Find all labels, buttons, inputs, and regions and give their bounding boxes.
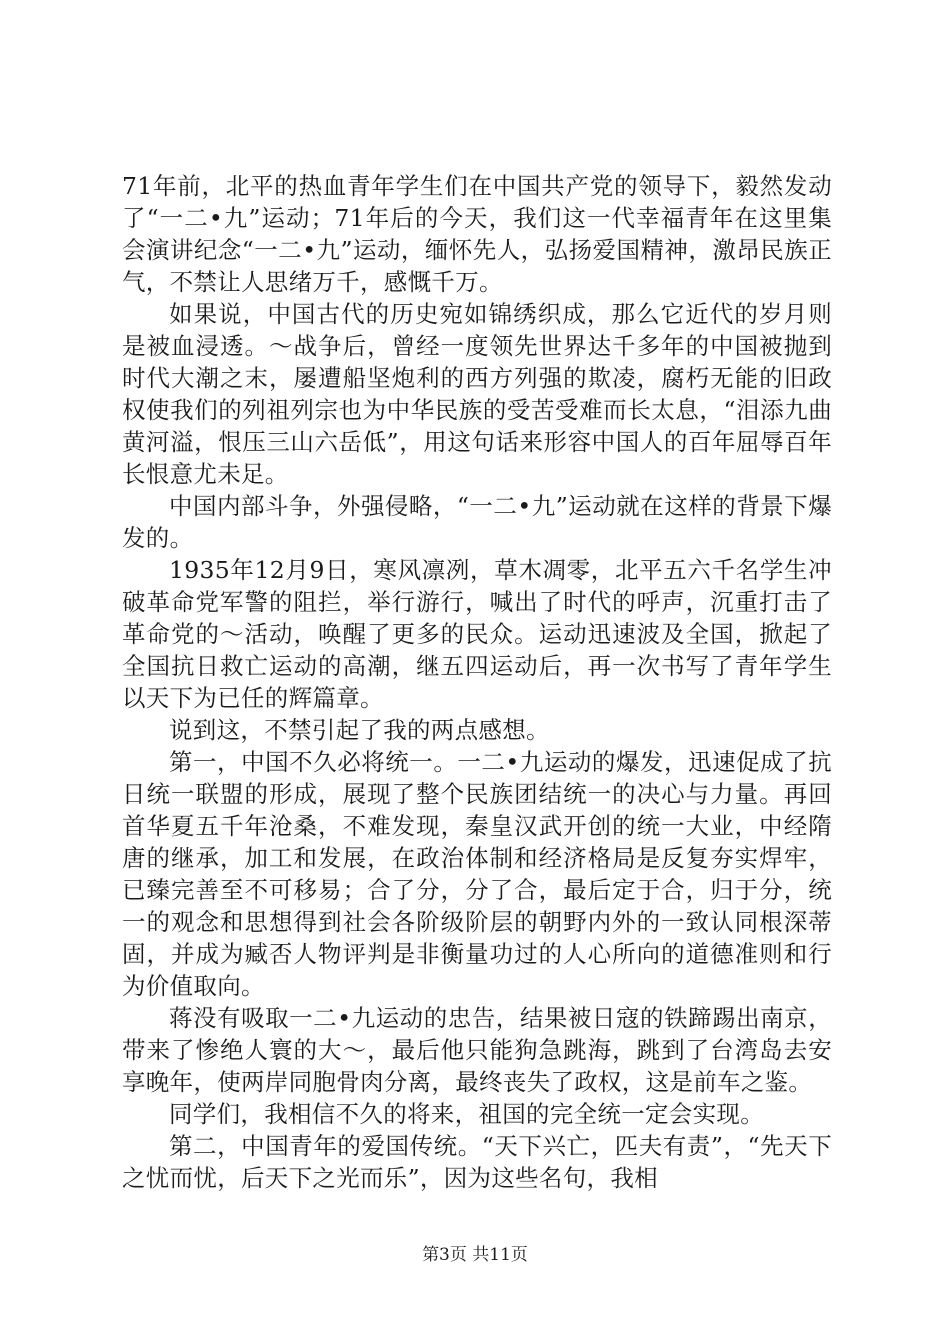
paragraph-1: 71年前，北平的热血青年学生们在中国共产党的领导下，毅然发动了“一二•九”运动；71年后的今天，我们这一代幸福青年在这里集会演讲纪念“一二•九”运动，缅怀先人，弘扬爱国精神，激昂民族正气，不禁让人思绪万千，感慨千万。 <box>122 172 832 296</box>
paragraph-9: 第二，中国青年的爱国传统。“天下兴亡，匹夫有责”，“先天下之忧而忧，后天下之光而乐”，因为这些名句，我相 <box>122 1132 832 1192</box>
paragraph-5: 说到这，不禁引起了我的两点感想。 <box>169 716 550 744</box>
paragraph-7: 蒋没有吸取一二•九运动的忠告，结果被日寇的铁蹄踢出南京，带来了惨绝人寰的大～，最后他只能狗急跳海，跳到了台湾岛去安享晚年，使两岸同胞骨肉分离，最终丧失了政权，这是前车之鉴。 <box>122 1004 832 1096</box>
page-number-footer: 第3页 共11页 <box>422 1245 528 1265</box>
paragraph-8: 同学们，我相信不久的将来，祖国的完全统一定会实现。 <box>169 1100 764 1128</box>
paragraph-4: 1935年12月9日，寒风凛冽，草木凋零，北平五六千名学生冲破革命党军警的阻拦，举行游行，喊出了时代的呼声，沉重打击了革命党的～活动，唤醒了更多的民众。运动迅速波及全国，掀起了全国抗日救亡运动的高潮，继五四运动后，再一次书写了青年学生以天下为已任的辉篇章。 <box>122 556 832 712</box>
document-body <box>122 170 832 1194</box>
paragraph-6: 第一，中国不久必将统一。一二•九运动的爆发，迅速促成了抗日统一联盟的形成，展现了整个民族团结统一的决心与力量。再回首华夏五千年沧桑，不难发现，秦皇汉武开创的统一大业，中经隋唐的继承，加工和发展，在政治体制和经济格局是反复夯实焊牢，已臻完善至不可移易；合了分，分了合，最后定于合，归于分，统一的观念和思想得到社会各阶级阶层的朝野内外的一致认同根深蒂固，并成为臧否人物评判是非衡量功过的人心所向的道德准则和行为价值取向。 <box>122 748 832 1000</box>
paragraph-2: 如果说，中国古代的历史宛如锦绣织成，那么它近代的岁月则是被血浸透。～战争后，曾经一度领先世界达千多年的中国被抛到时代大潮之末，屡遭船坚炮利的西方列强的欺凌，腐朽无能的旧政权使我们的列祖列宗也为中华民族的受苦受难而长太息，“泪添九曲黄河溢，恨压三山六岳低”，用这句话来形容中国人的百年屈辱百年长恨意尤未足。 <box>122 300 832 488</box>
paragraph-3: 中国内部斗争，外强侵略，“一二•九”运动就在这样的背景下爆发的。 <box>122 492 832 552</box>
